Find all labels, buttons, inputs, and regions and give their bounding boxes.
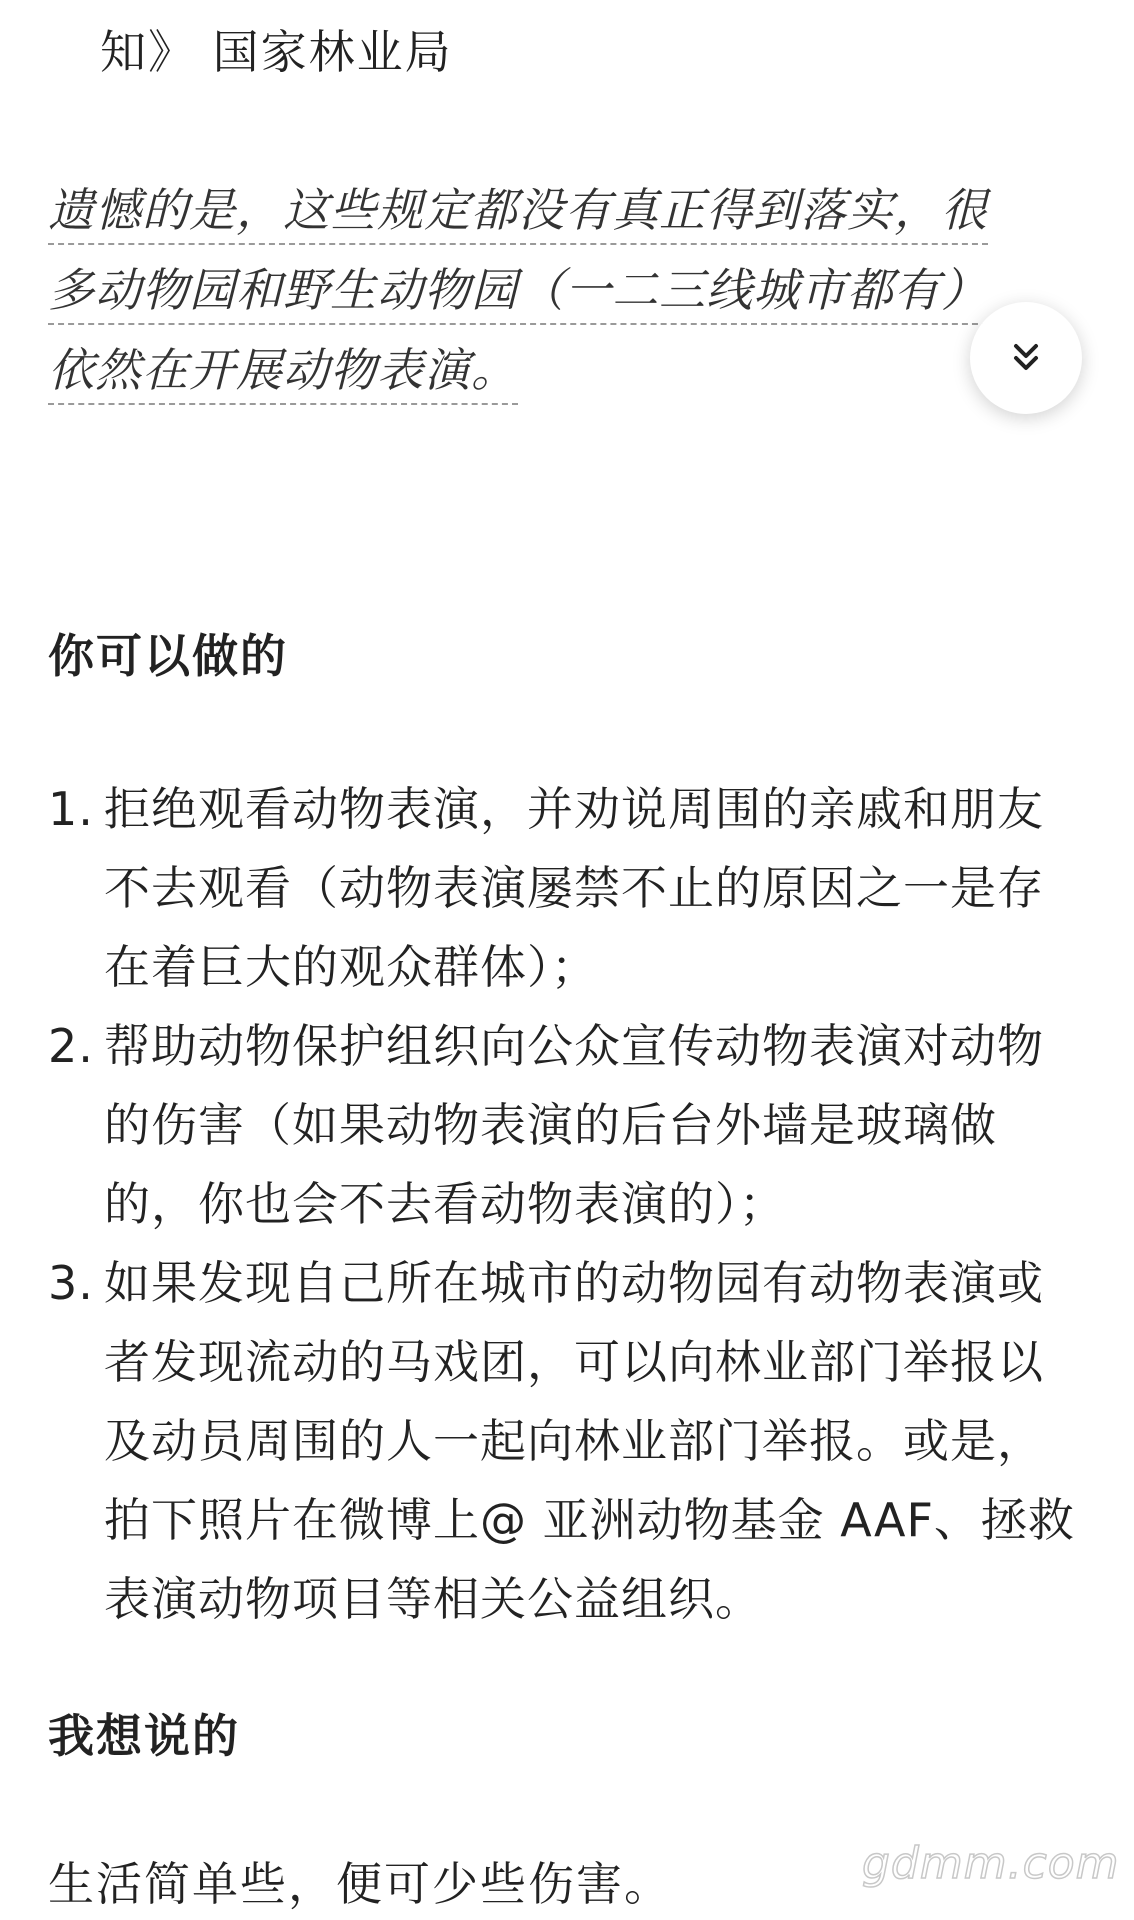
action-list xyxy=(48,770,1078,1639)
quote-line: 多动物园和野生动物园（一二三线城市都有） xyxy=(48,263,988,325)
quote-line: 依然在开展动物表演。 xyxy=(48,343,518,405)
section-title-want-say: 我想说的 xyxy=(48,1709,240,1763)
list-number: 1. xyxy=(48,782,94,836)
list-item xyxy=(48,770,1078,1007)
list-number: 3. xyxy=(48,1256,94,1310)
top-line: 知》 国家林业局 xyxy=(100,25,453,79)
quote-block xyxy=(48,170,1058,410)
list-number: 2. xyxy=(48,1019,94,1073)
list-item xyxy=(48,1007,1078,1244)
list-text: 拒绝观看动物表演，并劝说周围的亲戚和朋友不去观看（动物表演屡禁不止的原因之一是存在着巨大的观众群体）； xyxy=(104,782,1044,994)
watermark: gdmm.com xyxy=(862,1838,1120,1889)
quote-line: 遗憾的是，这些规定都没有真正得到落实，很 xyxy=(48,183,988,245)
double-chevron-down-icon xyxy=(1006,338,1046,378)
closing-text: 生活简单些，便可少些伤害。 xyxy=(48,1857,672,1911)
list-text: 如果发现自己所在城市的动物园有动物表演或者发现流动的马戏团，可以向林业部门举报以及动员周围的人一起向林业部门举报。或是，拍下照片在微博上@ 亚洲动物基金 AAF、拯救表演动物项目等相关公益组织。 xyxy=(104,1256,1075,1626)
section-title-can-do: 你可以做的 xyxy=(48,629,288,683)
list-item xyxy=(48,1244,1078,1639)
list-text: 帮助动物保护组织向公众宣传动物表演对动物的伤害（如果动物表演的后台外墙是玻璃做的，你也会不去看动物表演的）； xyxy=(104,1019,1044,1231)
scroll-down-button[interactable] xyxy=(970,302,1082,414)
